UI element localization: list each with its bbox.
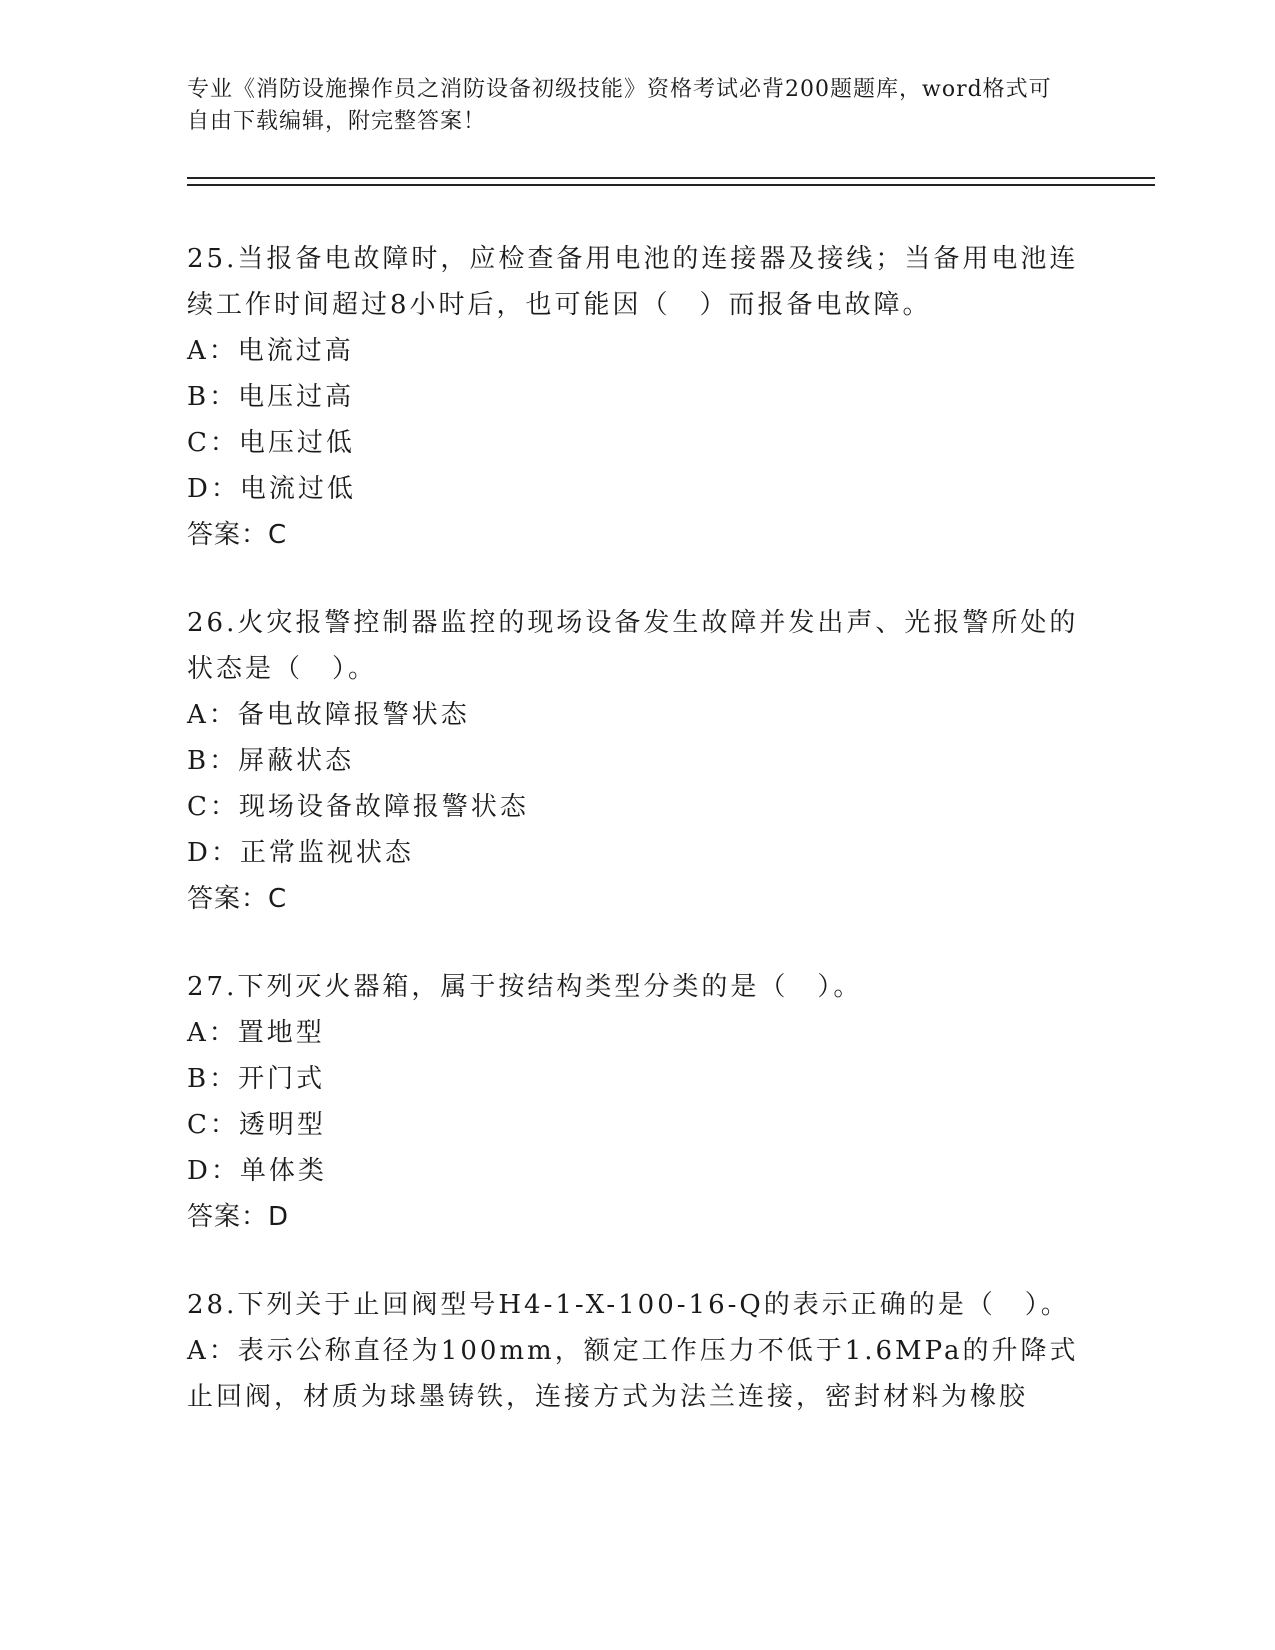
document-header: 专业《消防设施操作员之消防设备初级技能》资格考试必背200题题库，word格式可自由下载编辑，附完整答案！	[187, 77, 1052, 134]
option-b: B：屏蔽状态	[187, 746, 355, 776]
option-a: A：表示公称直径为100mm，额定工作压力不低于1.6MPa的升降式止回阀，材质为球墨铸铁，连接方式为法兰连接，密封材料为橡胶	[187, 1336, 1079, 1412]
question-28	[187, 1282, 1087, 1420]
question-stem: 28.下列关于止回阀型号H4-1-X-100-16-Q的表示正确的是（ ）。	[187, 1290, 1070, 1320]
question-list	[187, 236, 1087, 1462]
header-divider-top	[187, 177, 1155, 179]
option-c: C：电压过低	[187, 428, 355, 458]
answer-text: 答案：C	[187, 884, 288, 914]
question-25	[187, 236, 1087, 558]
option-b: B：电压过高	[187, 382, 355, 412]
question-stem: 26.火灾报警控制器监控的现场设备发生故障并发出声、光报警所处的状态是（ ）。	[187, 608, 1079, 684]
option-a: A：电流过高	[187, 336, 354, 366]
question-26	[187, 600, 1087, 922]
option-c: C：现场设备故障报警状态	[187, 792, 529, 822]
question-stem: 25.当报备电故障时，应检查备用电池的连接器及接线；当备用电池连续工作时间超过8小时后，也可能因（ ）而报备电故障。	[187, 244, 1079, 320]
question-stem: 27.下列灭火器箱，属于按结构类型分类的是（ ）。	[187, 972, 863, 1002]
answer-text: 答案：D	[187, 1202, 290, 1232]
question-27	[187, 964, 1087, 1240]
option-d: D：正常监视状态	[187, 838, 414, 868]
option-d: D：电流过低	[187, 474, 356, 504]
option-a: A：置地型	[187, 1018, 325, 1048]
option-b: B：开门式	[187, 1064, 326, 1094]
option-d: D：单体类	[187, 1156, 327, 1186]
option-c: C：透明型	[187, 1110, 326, 1140]
answer-text: 答案：C	[187, 520, 288, 550]
header-divider-bottom	[187, 184, 1155, 186]
option-a: A：备电故障报警状态	[187, 700, 470, 730]
